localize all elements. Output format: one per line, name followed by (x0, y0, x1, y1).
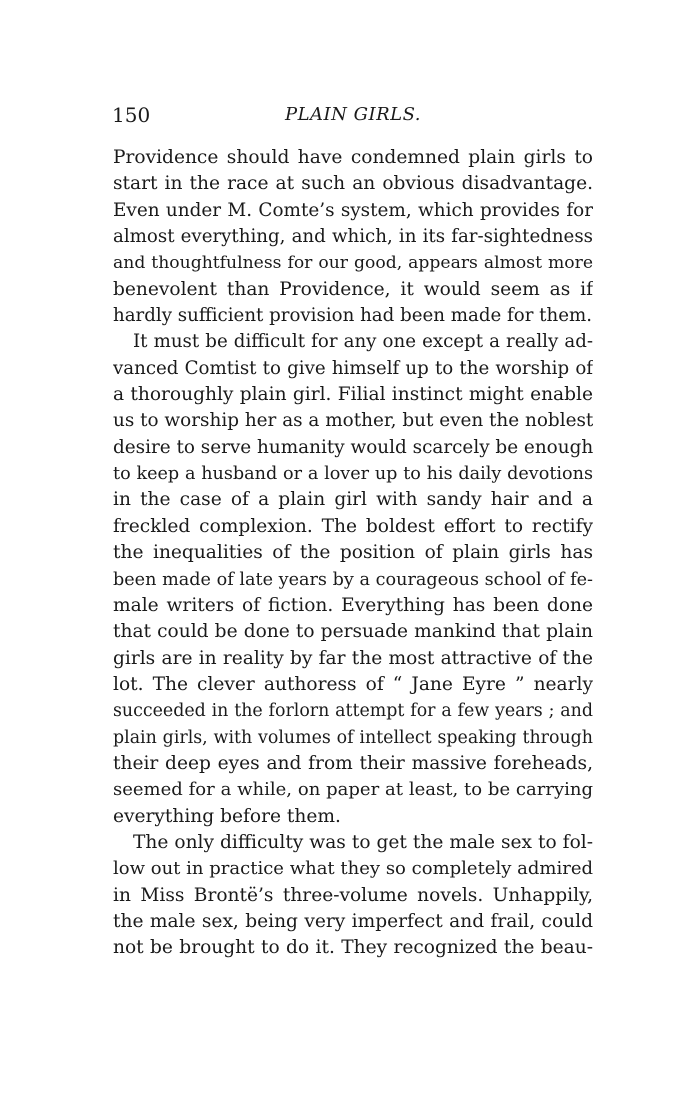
text-line: the inequalities of the position of plain girls has (113, 542, 593, 564)
text-line: girls are in reality by far the most attractive of the (113, 647, 593, 669)
text-line: a thoroughly plain girl. Filial instinct might enable (113, 384, 593, 406)
text-line: everything before them. (113, 805, 341, 827)
text-line: lot. The clever authoress of “ Jane Eyre ” nearly (113, 673, 593, 695)
text-line: succeeded in the forlorn attempt for a few years ; and (113, 701, 593, 722)
page-number: 150 (112, 103, 151, 127)
text-line: plain girls, with volumes of intellect speaking through (113, 727, 593, 748)
text-line: to keep a husband or a lover up to his daily devotions (113, 464, 593, 485)
text-line: that could be done to persuade mankind that plain (113, 621, 593, 643)
text-line: us to worship her as a mother, but even the noblest (113, 410, 593, 432)
running-head (112, 100, 594, 130)
text-line: low out in practice what they so completely admired (113, 858, 593, 880)
text-line: in Miss Brontë’s three-volume novels. Unhappily, (113, 884, 593, 906)
text-line: vanced Comtist to give himself up to the worship of (113, 357, 593, 379)
text-line: hardly sufficient provision had been made for them. (113, 305, 592, 327)
text-line: desire to serve humanity would scarcely be enough (113, 436, 593, 458)
text-line: not be brought to do it. They recognized the beau- (113, 937, 593, 959)
text-line: Even under M. Comte’s system, which provides for (113, 199, 593, 221)
text-line: It must be difficult for any one except a really ad- (133, 331, 593, 353)
text-line: almost everything, and which, in its far-sightedness (113, 226, 593, 248)
body-text (113, 145, 593, 962)
text-line: male writers of fiction. Everything has been done (113, 594, 593, 616)
text-line: their deep eyes and from their massive foreheads, (113, 752, 593, 774)
text-line: start in the race at such an obvious disadvantage. (113, 173, 593, 195)
text-line: seemed for a while, on paper at least, to be carrying (113, 779, 593, 801)
text-line: the male sex, being very imperfect and frail, could (113, 910, 593, 932)
text-line: freckled complexion. The boldest effort to rectify (113, 515, 593, 537)
text-line: and thoughtfulness for our good, appears almost more (113, 253, 593, 274)
text-line: been made of late years by a courageous school of fe- (113, 569, 593, 590)
text-line: benevolent than Providence, it would seem as if (113, 278, 593, 300)
text-line: in the case of a plain girl with sandy hair and a (113, 489, 593, 511)
running-title: PLAIN GIRLS. (284, 104, 422, 125)
text-line: The only difficulty was to get the male sex to fol- (133, 831, 593, 853)
text-line: Providence should have condemned plain girls to (113, 147, 593, 168)
